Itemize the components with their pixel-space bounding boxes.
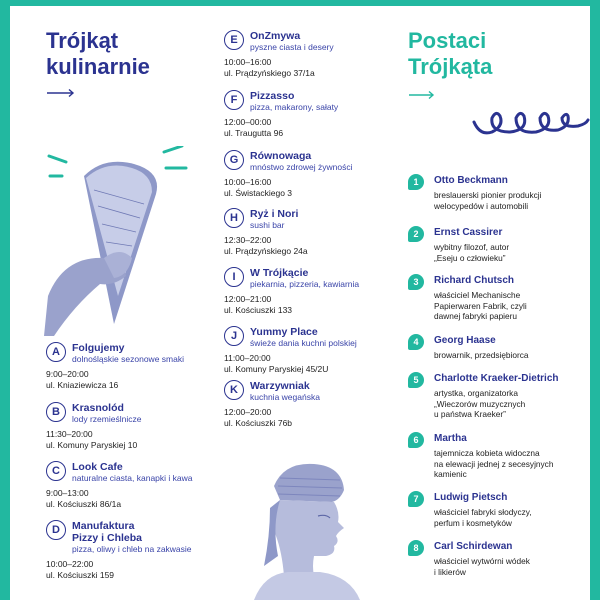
person-name: Richard Chutsch (434, 275, 515, 286)
venue-k (224, 380, 390, 429)
person-number-badge: 1 (408, 174, 424, 190)
venue-name: W Trójkącie (250, 267, 309, 279)
person-description: właściciel wytwórni wódek i likierów (434, 556, 530, 577)
person-number-badge: 7 (408, 491, 424, 507)
venue-name: Yummy Place (250, 326, 318, 338)
culinary-column (10, 6, 210, 600)
person-description: breslauerski pionier produkcji welocypedów i automobili (434, 190, 542, 211)
venue-letter-badge: G (224, 150, 244, 170)
venue-address: ul. Prądzyńskiego 37/1a (224, 68, 315, 78)
person-number-badge: 3 (408, 274, 424, 290)
squiggle-decoration (470, 108, 590, 138)
venue-j (224, 326, 390, 375)
venue-name: Równowaga (250, 150, 312, 162)
venue-name: Ryż i Nori (250, 208, 299, 220)
venue-name: Manufaktura Pizzy i Chleba (72, 520, 143, 544)
venue-letter-badge: B (46, 402, 66, 422)
person-description: tajemnicza kobieta widoczna na elewacji jednej z secesyjnych kamienic (434, 448, 554, 479)
venue-name: Look Cafe (72, 461, 123, 473)
venue-i (224, 267, 390, 316)
people-title: Postaci Trójkąta (408, 28, 493, 79)
venue-hours: 12:00–21:00 (224, 294, 272, 304)
venue-description: kuchnia wegańska (250, 392, 320, 402)
person-name: Carl Schirdewan (434, 541, 513, 552)
venue-address: ul. Kniaziewicza 16 (46, 380, 119, 390)
venue-b (46, 402, 211, 451)
venue-g (224, 150, 390, 199)
venue-address: ul. Prądzyńskiego 24a (224, 246, 308, 256)
venue-hours: 10:00–16:00 (224, 177, 272, 187)
person-name: Otto Beckmann (434, 175, 508, 186)
venue-letter-badge: H (224, 208, 244, 228)
person-description: właściciel fabryki słodyczy, perfum i kosmetyków (434, 507, 532, 528)
venue-address: ul. Komuny Paryskiej 45/2U (224, 364, 329, 374)
venue-letter-badge: K (224, 380, 244, 400)
person-number-badge: 4 (408, 334, 424, 350)
person-description: artystka, organizatorka „Wieczorów muzycznych u państwa Kraeker” (434, 388, 526, 419)
venue-address: ul. Komuny Paryskiej 10 (46, 440, 138, 450)
venue-description: sushi bar (250, 220, 285, 230)
venue-address: ul. Kościuszki 76b (224, 418, 293, 428)
person-name: Georg Haase (434, 335, 496, 346)
culinary-column-2 (216, 6, 390, 600)
venue-letter-badge: C (46, 461, 66, 481)
venue-name: Pizzasso (250, 90, 295, 102)
person-number-badge: 5 (408, 372, 424, 388)
person-description: browarnik, przedsiębiorca (434, 350, 529, 360)
venue-hours: 12:00–20:00 (224, 407, 272, 417)
venue-letter-badge: D (46, 520, 66, 540)
person-name: Ernst Cassirer (434, 227, 503, 238)
venue-description: pizza, makarony, sałaty (250, 102, 339, 112)
venue-description: dolnośląskie sezonowe smaki (72, 354, 184, 364)
venue-description: piekarnia, pizzeria, kawiarnia (250, 279, 360, 289)
venue-hours: 11:30–20:00 (46, 429, 93, 439)
person-number-badge: 8 (408, 540, 424, 556)
venue-c (46, 461, 211, 510)
venue-hours: 9:00–20:00 (46, 369, 89, 379)
venue-description: świeże dania kuchni polskiej (250, 338, 357, 348)
venue-a (46, 342, 211, 391)
venue-letter-badge: E (224, 30, 244, 50)
venue-h (224, 208, 390, 257)
arrow-right-icon (408, 90, 436, 100)
venue-description: pyszne ciasta i desery (250, 42, 334, 52)
person-description: właściciel Mechanische Papierwaren Fabrik, czyli dawnej fabryki papieru (434, 290, 527, 321)
venue-hours: 11:00–20:00 (224, 353, 271, 363)
venue-letter-badge: F (224, 90, 244, 110)
venue-d (46, 520, 211, 581)
venue-name: OnZmywa (250, 30, 301, 42)
venue-address: ul. Kościuszki 159 (46, 570, 115, 580)
venue-hours: 10:00–16:00 (224, 57, 272, 67)
venue-name: Folgujemy (72, 342, 125, 354)
venue-letter-badge: I (224, 267, 244, 287)
arrow-right-icon (46, 88, 76, 98)
venue-hours: 12:00–00:00 (224, 117, 272, 127)
venue-description: pizza, oliwy i chleb na zakwasie (72, 544, 192, 554)
person-name: Ludwig Pietsch (434, 492, 508, 503)
people-column (390, 6, 590, 600)
venue-description: lody rzemieślnicze (72, 414, 142, 424)
venue-e (224, 30, 390, 79)
venue-letter-badge: A (46, 342, 66, 362)
person-number-badge: 6 (408, 432, 424, 448)
venue-address: ul. Traugutta 96 (224, 128, 284, 138)
venue-address: ul. Kościuszki 133 (224, 305, 293, 315)
ice-cream-cone-illustration (44, 146, 204, 336)
venue-description: naturalne ciasta, kanapki i kawa (72, 473, 193, 483)
person-number-badge: 2 (408, 226, 424, 242)
venue-address: ul. Świstackiego 3 (224, 188, 293, 198)
venue-name: Krasnolód (72, 402, 124, 414)
person-name: Martha (434, 433, 467, 444)
person-description: wybitny filozof, autor „Eseju o człowieku” (434, 242, 510, 263)
culinary-title: Trójkąt kulinarnie (46, 28, 150, 79)
poster (10, 6, 590, 600)
venue-address: ul. Kościuszki 86/1a (46, 499, 122, 509)
venue-description: mnóstwo zdrowej żywności (250, 162, 353, 172)
venue-hours: 9:00–13:00 (46, 488, 89, 498)
venue-f (224, 90, 390, 139)
venue-hours: 12:30–22:00 (224, 235, 272, 245)
person-name: Charlotte Kraeker-Dietrich (434, 373, 559, 384)
venue-hours: 10:00–22:00 (46, 559, 94, 569)
venue-letter-badge: J (224, 326, 244, 346)
venue-name: Warzywniak (250, 380, 310, 392)
bust-sculpture-illustration (244, 456, 364, 600)
